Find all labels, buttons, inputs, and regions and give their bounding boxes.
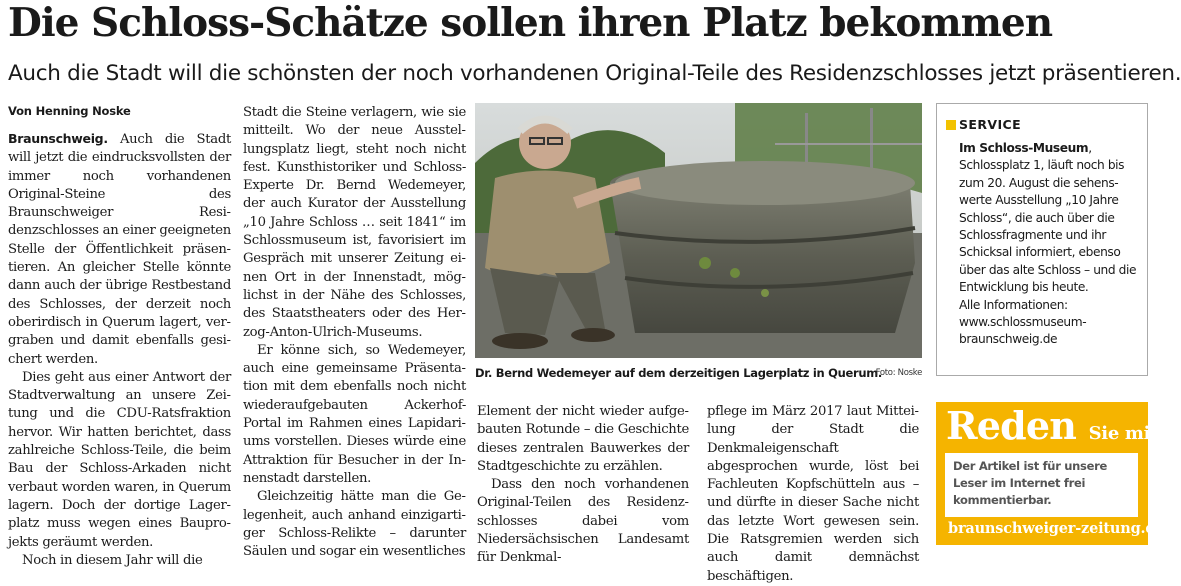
service-lead: Im Schloss-Museum bbox=[959, 141, 1089, 155]
comment-promo-box bbox=[936, 402, 1166, 545]
comment-promo-title bbox=[946, 402, 1166, 458]
photo-caption bbox=[475, 366, 922, 380]
paragraph: Gleichzeitig hätte man die Gelegenheit, auch anhand einzigartiger Schloss-Relikte – darunter Säulen und sogar ein wesentliches bbox=[243, 489, 466, 560]
service-title: SERVICE bbox=[959, 117, 1022, 132]
service-text: , Schlossplatz 1, läuft noch bis zum 20. August die sehenswerte Ausstellung „10 Jahre Schloss“, die auch über die Schlossfragmente und ihr Schicksal informiert, ebenso über das alte Schloss – und die Entwicklung bis heute. bbox=[959, 141, 1137, 295]
promo-title-small: Sie mit! bbox=[1088, 423, 1166, 444]
service-info-url: www.schlossmuseum-braunschweig.de bbox=[959, 315, 1087, 347]
paragraph: Element der nicht wieder aufgebauten Rotunde – die Geschichte dieses zentralen Bauwerkes der Stadtgeschichte zu erzählen. bbox=[477, 404, 689, 474]
paragraph bbox=[8, 130, 231, 369]
article-column-4 bbox=[707, 403, 919, 584]
paragraph: Stadt die Steine verlagern, wie sie mitteilt. Wo der neue Ausstellungsplatz liegt, steht noch nicht fest. Kunsthistoriker und Schloss-Experte Dr. Bernd Wedemeyer, der auch Kurator der Ausstellung „10 Jahre Schloss … seit 1841“ im Schlossmuseum ist, favorisiert im Gespräch mit unserer Zeitung einen Ort in der Innenstadt, möglichst in der Nähe des Schlosses, des Staatstheaters oder des Herzog-Anton-Ulrich-Museums. bbox=[243, 105, 466, 340]
dateline: Braunschweig. bbox=[8, 131, 108, 146]
article-column-3 bbox=[477, 403, 689, 566]
comment-promo-url[interactable]: braunschweiger-zeitung.de bbox=[948, 520, 1165, 537]
promo-title-big: Reden bbox=[946, 403, 1077, 448]
comment-promo-text: Der Artikel ist für unsere Leser im Internet frei kommentierbar. bbox=[945, 453, 1138, 517]
article-column-2 bbox=[243, 104, 466, 560]
paragraph-text: Auch die Stadt will jetzt die eindrucksvollsten der immer noch vorhandenen Original-Steine des Braunschweiger Residenzschlosses an einer geeigneten Stelle der Öffentlichkeit präsentieren. An gleicher Stelle könnte dann auch der übrige Restbestand des Schlosses, der derzeit noch oberirdisch in Querum lagert, vergraben und damit ebenfalls gesichert werden. bbox=[8, 132, 231, 367]
article-subheadline: Auch die Stadt will die schönsten der noch vorhandenen Original-Teile des Residenzschlosses jetzt präsentieren. bbox=[8, 61, 1181, 86]
photo-illustration bbox=[475, 103, 922, 358]
paragraph: Dass den noch vorhandenen Original-Teilen des Residenzschlosses dabei vom Niedersächsischen Landesamt für Denkmal- bbox=[477, 477, 689, 566]
paragraph: Noch in diesem Jahr will die bbox=[22, 552, 203, 568]
service-box bbox=[936, 103, 1148, 376]
service-info-label: Alle Informationen: bbox=[959, 297, 1068, 312]
article-column-1 bbox=[8, 104, 231, 568]
paragraph: Er könne sich, so Wedemeyer, auch eine gemeinsame Präsentation mit dem ebenfalls noch nicht wiederaufgebauten Ackerhof-Portal im Rahmen eines Lapidariums vorstellen. Dieses würde eine Attraktion für Besucher in der Innenstadt darstellen. bbox=[243, 342, 466, 486]
service-square-icon bbox=[946, 120, 956, 130]
service-body bbox=[959, 140, 1139, 349]
paragraph: Dies geht aus einer Antwort der Stadtverwaltung an unsere Zeitung und die CDU-Ratsfraktion hervor. Wir hatten berichtet, dass zahlreiche Schloss-Teile, die beim Bau der Schloss-Arkaden nicht verbaut worden waren, in Querum lagern. Doch der dortige Lagerplatz muss wegen eines Bauprojekts geräumt werden. bbox=[8, 369, 231, 550]
article-photo bbox=[475, 103, 922, 358]
paragraph: pflege im März 2017 laut Mitteilung der Stadt die Denkmaleigenschaft abgesprochen wurde, löst bei Fachleuten Kopfschütteln aus – und dürfte in dieser Sache nicht das letzte Wort gewesen sein. Die Ratsgremien werden sich auch damit demnächst beschäftigen. bbox=[707, 404, 919, 584]
caption-text: Dr. Bernd Wedemeyer auf dem derzeitigen Lagerplatz in Querum. bbox=[475, 366, 882, 380]
photo-credit: Foto: Noske bbox=[875, 368, 922, 378]
byline: Von Henning Noske bbox=[8, 104, 131, 118]
article-headline: Die Schloss-Schätze sollen ihren Platz bekommen bbox=[8, 0, 1053, 46]
